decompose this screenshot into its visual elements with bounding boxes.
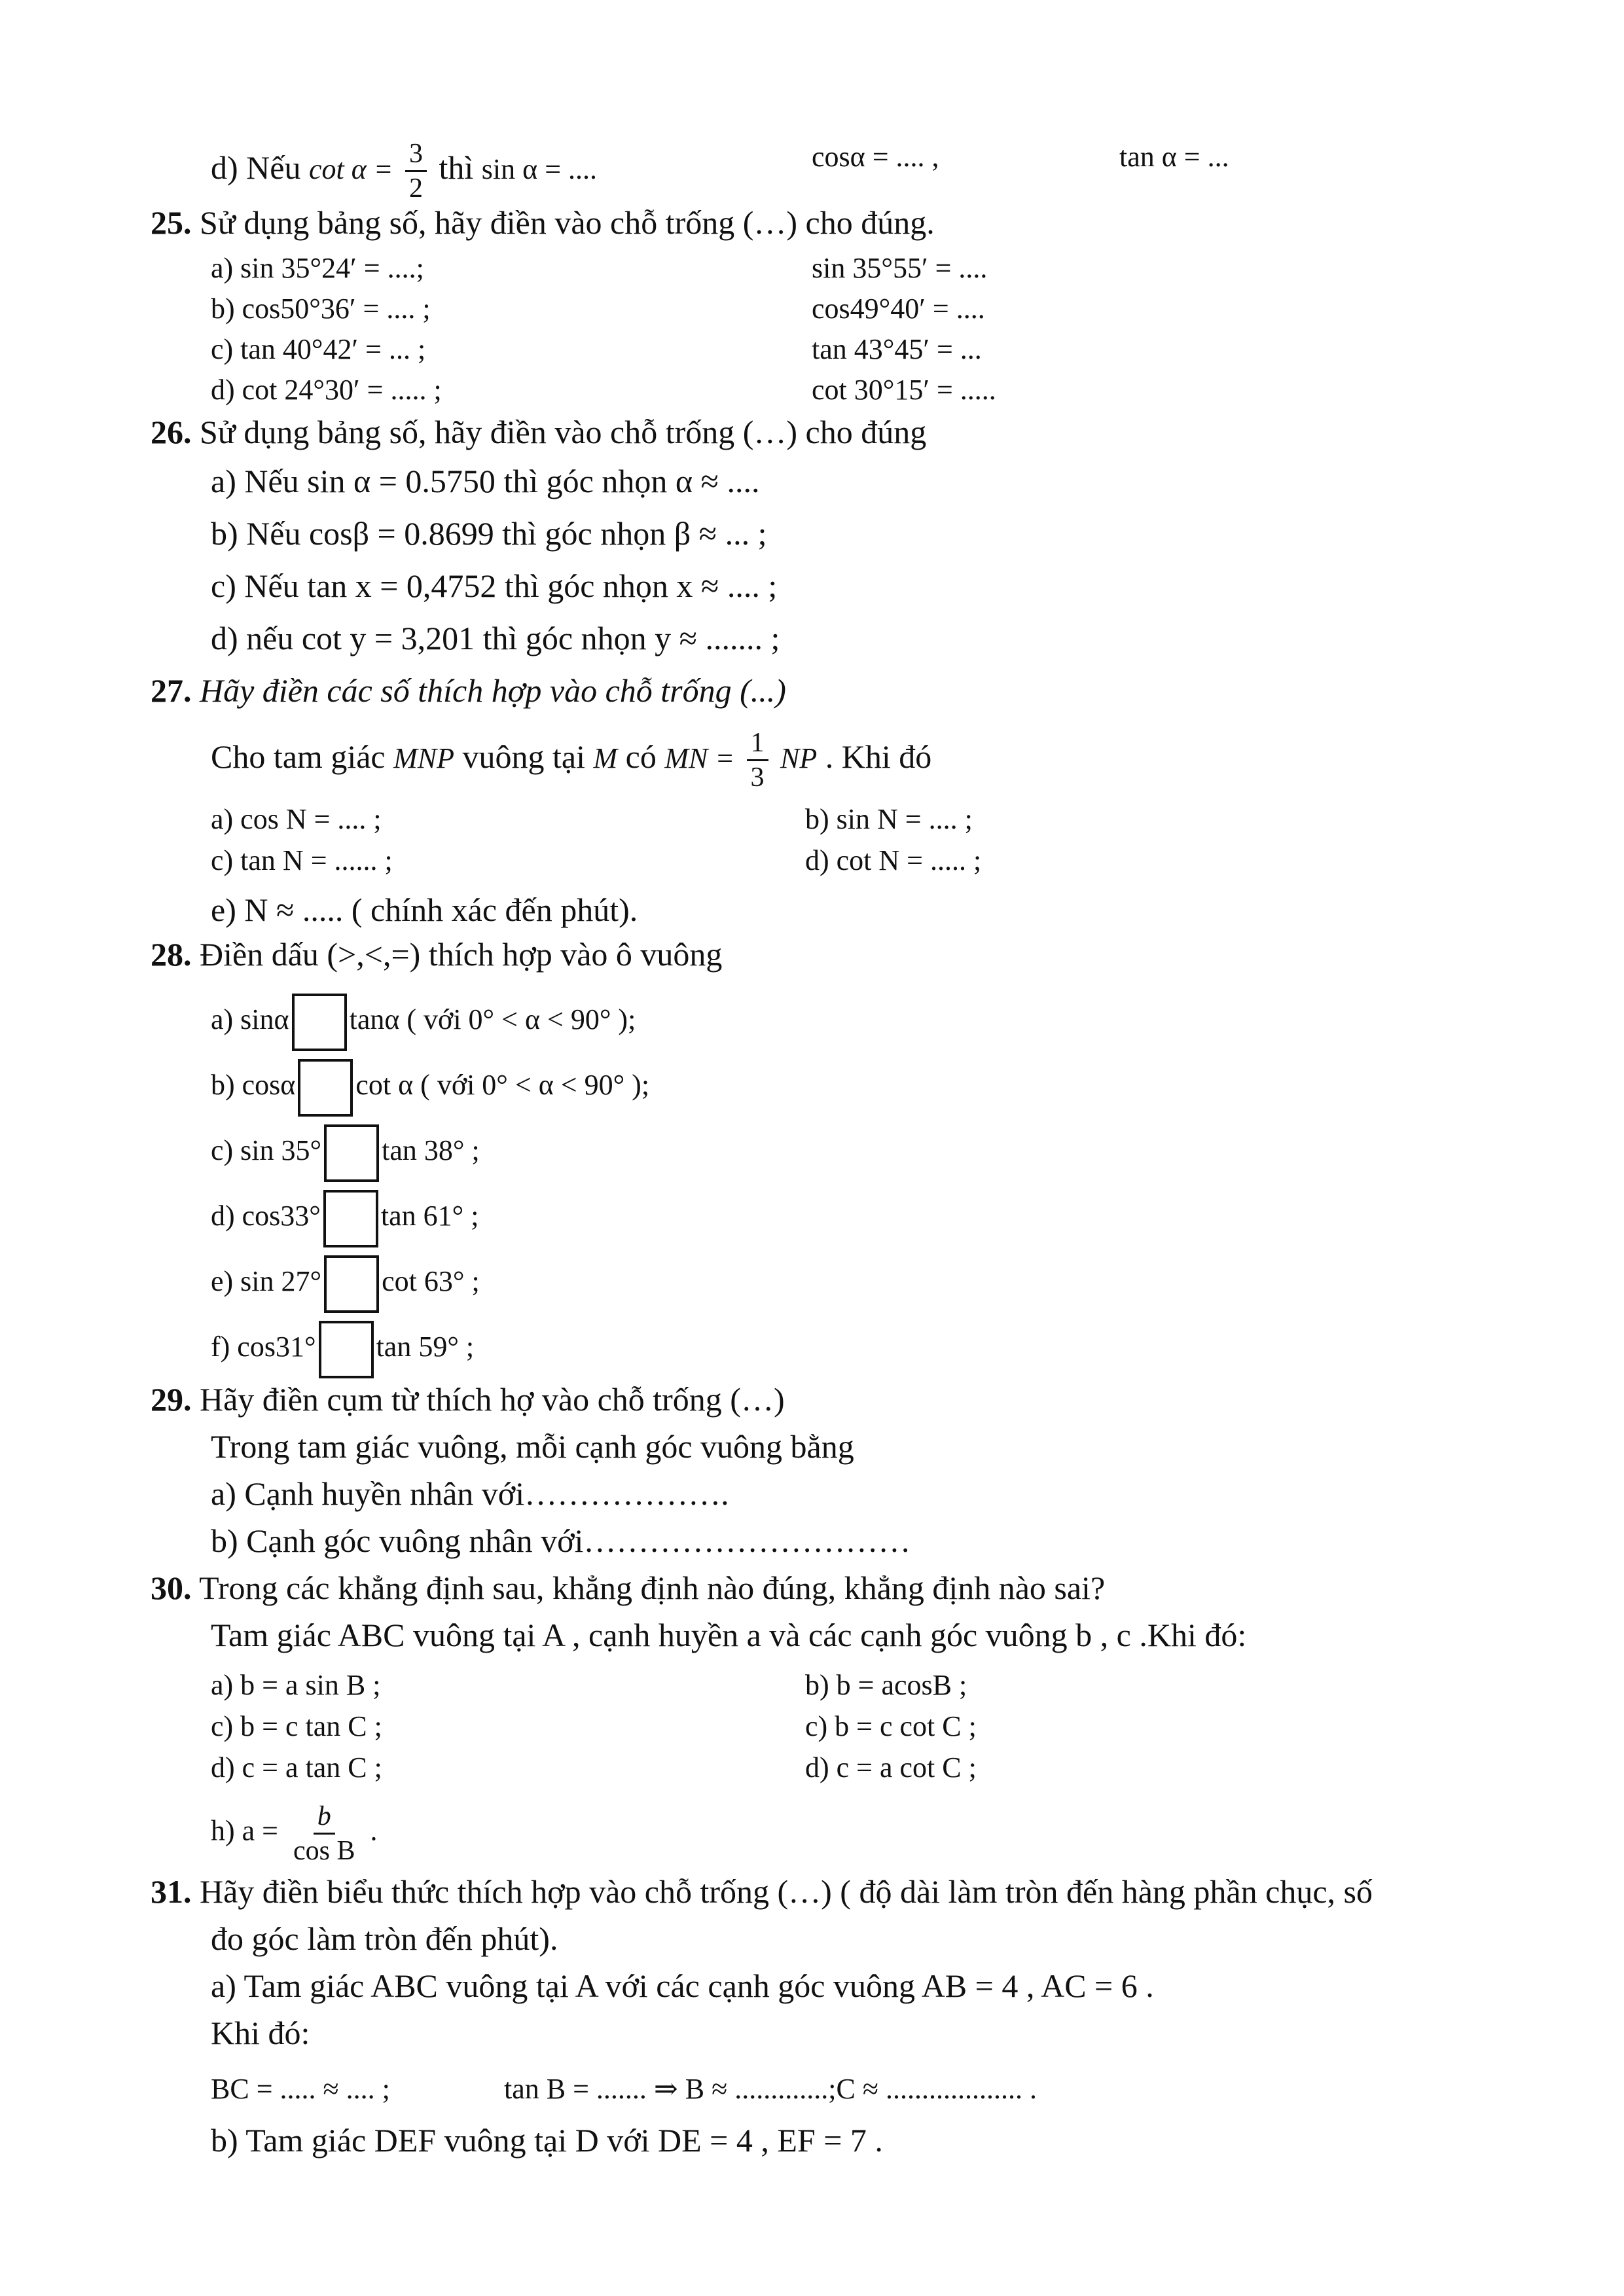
q30-item-d2: d) c = a cot C ; (805, 1751, 977, 1784)
q27-heading (151, 671, 786, 710)
q24d-frac-den: 2 (409, 173, 423, 204)
q26-number: 26. (151, 414, 192, 450)
q31-khi-do: Khi đó: (211, 2015, 310, 2051)
q28-row-f-pre: f) cos31° (211, 1331, 316, 1363)
q28-row-e-post: cot 63° ; (382, 1265, 480, 1298)
q28-title: Điền dấu (200, 936, 319, 973)
q24d-then: thì (439, 149, 474, 186)
q27-item-b: b) sin N = .... ; (805, 803, 973, 835)
q31-title2: đo góc làm tròn đến phút). (211, 1920, 558, 1957)
q24d-cos: cosα = .... , (812, 141, 939, 173)
q27-given-a: Cho tam giác (211, 738, 386, 775)
q28-row-d-post: tan 61° ; (380, 1200, 479, 1232)
q30-item-a: a) b = a sin B ; (211, 1669, 381, 1701)
q28-row-b-pre: b) cosα (211, 1069, 296, 1102)
q27-given-d: . Khi đó (825, 738, 932, 775)
q28-row-b-post: cot α ( với 0° < α < 90° ); (355, 1069, 650, 1102)
q30-title: Trong các khẳng định sau, khẳng định nào đúng, khẳng định nào sai? (199, 1570, 1106, 1606)
q25-row-a-left: a) sin 35°24′ = ....; (211, 252, 424, 284)
q27-item-e: e) N ≈ ..... ( chính xác đến phút). (211, 891, 638, 928)
q24d-sin: sin α = .... (481, 152, 598, 185)
q30-h-fraction (289, 1800, 359, 1867)
q28-number: 28. (151, 936, 192, 973)
q28-heading (151, 935, 722, 974)
q28-row-c-pre: c) sin 35° (211, 1134, 322, 1167)
q28-answer-box-b[interactable] (298, 1059, 353, 1117)
q26-item-a: a) Nếu sin α = 0.5750 thì góc nhọn α ≈ .... (211, 463, 760, 499)
q28-signs: (>,<,=) (327, 936, 421, 973)
q27-fraction (747, 726, 768, 794)
q28-row-b (211, 1059, 649, 1117)
q28-answer-box-e[interactable] (324, 1255, 379, 1313)
q30-item-b: b) b = acosB ; (805, 1669, 967, 1701)
q28-row-e-pre: e) sin 27° (211, 1265, 322, 1298)
q27-given-c: có (625, 738, 657, 775)
q26-item-c: c) Nếu tan x = 0,4752 thì góc nhọn x ≈ .... ; (211, 567, 778, 604)
q28-title-end: thích hợp vào ô vuông (428, 936, 723, 973)
q24d-tan: tan α = ... (1119, 141, 1229, 173)
q29-item-b: b) Cạnh góc vuông nhân với………………………… (211, 1522, 911, 1559)
q29-line1: Trong tam giác vuông, mỗi cạnh góc vuông bằng (211, 1428, 854, 1465)
q31-item-b: b) Tam giác DEF vuông tại D với DE = 4 , EF = 7 . (211, 2122, 883, 2159)
q27-frac-num: 1 (747, 726, 768, 761)
q28-answer-box-d[interactable] (323, 1190, 378, 1247)
q31-title: Hãy điền biểu thức thích hợp vào chỗ trống (…) ( độ dài làm tròn đến hàng phần chục, số (200, 1873, 1373, 1910)
q24d-expr: cot α = (308, 152, 393, 185)
q28-answer-box-c[interactable] (324, 1124, 379, 1182)
q26-heading (151, 412, 926, 452)
q31-item-a: a) Tam giác ABC vuông tại A với các cạnh góc vuông AB = 4 , AC = 6 . (211, 1967, 1154, 2004)
q29-heading (151, 1380, 785, 1419)
q27-rhs: NP (780, 742, 818, 774)
q24d-line (211, 137, 597, 205)
q27-vertex: M (593, 742, 618, 774)
q28-answer-box-a[interactable] (292, 994, 347, 1051)
q28-row-e (211, 1255, 480, 1313)
q30-item-d: d) c = a tan C ; (211, 1751, 382, 1784)
q28-row-d (211, 1190, 478, 1247)
q25-heading (151, 203, 935, 242)
q29-title: Hãy điền cụm từ thích hợ vào chỗ trống (…) (200, 1381, 785, 1418)
q28-row-a-post: tanα ( với 0° < α < 90° ); (349, 1003, 636, 1036)
q24d-frac-num: 3 (405, 137, 427, 172)
q27-item-d: d) cot N = ..... ; (805, 844, 982, 876)
q26-item-b: b) Nếu cosβ = 0.8699 thì góc nhọn β ≈ ... ; (211, 515, 767, 552)
q24d-prefix: d) Nếu (211, 149, 301, 186)
q28-answer-box-f[interactable] (319, 1321, 374, 1378)
q28-row-c-post: tan 38° ; (382, 1134, 480, 1167)
q28-row-a (211, 994, 636, 1051)
q25-row-b-left: b) cos50°36′ = .... ; (211, 293, 431, 325)
q27-triangle: MNP (393, 742, 454, 774)
q25-row-d-right: cot 30°15′ = ..... (812, 374, 996, 406)
q30-h-den: cos B (293, 1836, 355, 1866)
q31-expr-bc: BC = ..... ≈ .... ; (211, 2073, 390, 2105)
q27-frac-den: 3 (750, 762, 765, 793)
q25-number: 25. (151, 204, 192, 241)
q31-number: 31. (151, 1873, 192, 1910)
q25-row-d-left: d) cot 24°30′ = ..... ; (211, 374, 442, 406)
q26-title: Sử dụng bảng số, hãy điền vào chỗ trống (…) cho đúng (200, 414, 927, 450)
q28-row-d-pre: d) cos33° (211, 1200, 321, 1232)
q25-title: Sử dụng bảng số, hãy điền vào chỗ trống (…) cho đúng. (200, 204, 935, 241)
q30-item-c2: c) b = c cot C ; (805, 1710, 977, 1742)
q26-item-d: d) nếu cot y = 3,201 thì góc nhọn y ≈ ....... ; (211, 620, 780, 656)
q27-number: 27. (151, 672, 192, 709)
q27-given (211, 726, 931, 794)
q27-lhs: MN = (664, 742, 735, 774)
q25-row-c-right: tan 43°45′ = ... (812, 333, 982, 365)
q25-row-b-right: cos49°40′ = .... (812, 293, 985, 325)
q30-item-c: c) b = c tan C ; (211, 1710, 382, 1742)
q30-number: 30. (151, 1570, 192, 1606)
q28-row-f-post: tan 59° ; (376, 1331, 475, 1363)
q30-given: Tam giác ABC vuông tại A , cạnh huyền a và các cạnh góc vuông b , c .Khi đó: (211, 1617, 1247, 1653)
q28-row-c (211, 1124, 480, 1182)
q30-h-post: . (370, 1814, 378, 1847)
q27-given-b: vuông tại (462, 738, 585, 775)
q30-h-pre: h) a = (211, 1814, 278, 1847)
q29-number: 29. (151, 1381, 192, 1418)
q30-heading (151, 1568, 1105, 1607)
q30-h-num: b (314, 1800, 335, 1835)
q27-item-c: c) tan N = ...... ; (211, 844, 393, 876)
q28-row-f (211, 1321, 474, 1378)
q28-row-a-pre: a) sinα (211, 1003, 289, 1036)
q30-item-h (211, 1800, 378, 1867)
q27-item-a: a) cos N = .... ; (211, 803, 382, 835)
q31-heading (151, 1872, 1373, 1911)
q25-row-a-right: sin 35°55′ = .... (812, 252, 988, 284)
q25-row-c-left: c) tan 40°42′ = ... ; (211, 333, 426, 365)
q27-title: Hãy điền các số thích hợp vào chỗ trống (...) (200, 672, 786, 709)
q29-item-a: a) Cạnh huyền nhân với………………. (211, 1475, 729, 1512)
q31-expr-tanb: tan B = ....... ⇒ B ≈ .............;C ≈ ................... . (504, 2073, 1037, 2105)
q24d-fraction (405, 137, 427, 205)
